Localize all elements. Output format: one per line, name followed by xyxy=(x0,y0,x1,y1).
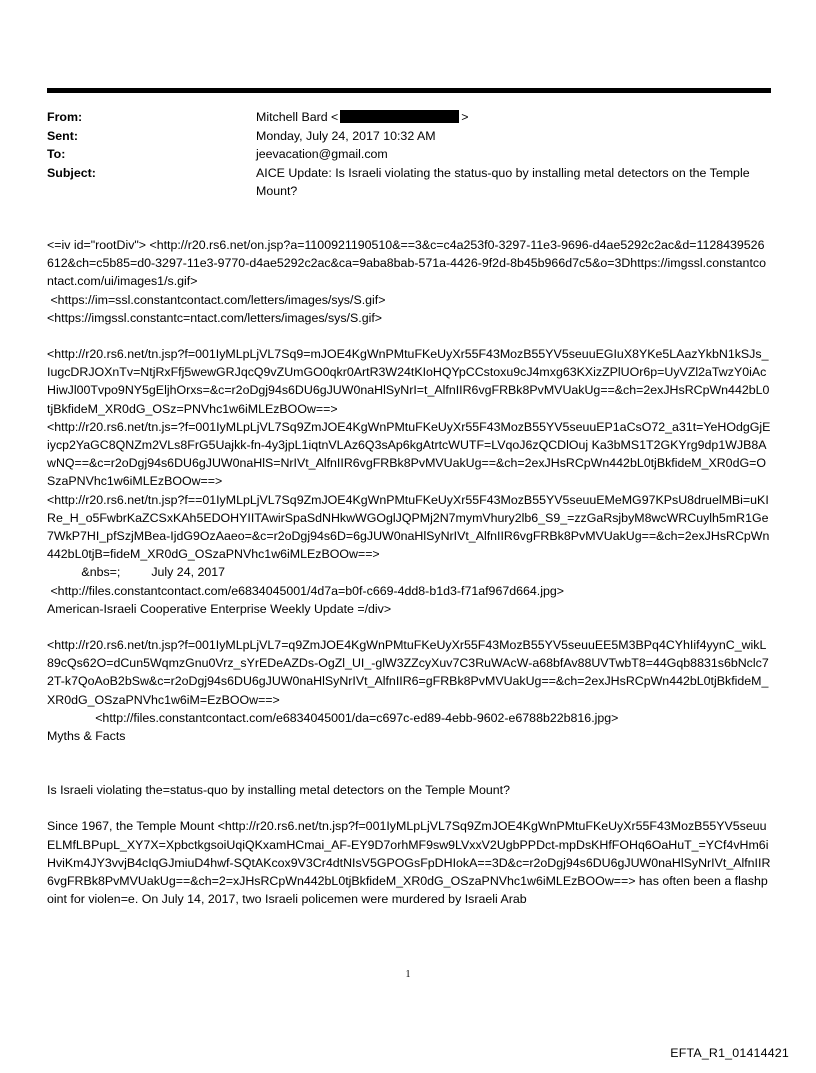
body-line: Myths & Facts xyxy=(47,729,126,744)
body-line: <http://files.constantcontact.com/e6834045001/4d7a=b0f-c669-4dd8-b1d3-f71af967d664.jpg> xyxy=(47,583,565,598)
body-line: <https://im=ssl.constantcontact.com/letters/images/sys/S.gif> xyxy=(47,292,386,307)
body-line: <https://imgssl.constantc=ntact.com/letters/images/sys/S.gif> xyxy=(47,310,383,325)
body-line: American-Israeli Cooperative Enterprise Weekly Update =/div> xyxy=(47,601,392,616)
from-label: From: xyxy=(47,110,83,124)
from-close: > xyxy=(461,110,469,124)
body-line: <http://files.constantcontact.com/e6834045001/da=c697c-ed89-4ebb-9602-e6788b22b816.jpg> xyxy=(47,710,619,725)
to-value: jeevacation@gmail.com xyxy=(256,147,388,161)
sent-value: Monday, July 24, 2017 10:32 AM xyxy=(256,128,436,143)
header-rule xyxy=(47,88,771,93)
from-value xyxy=(256,108,771,127)
redaction-box xyxy=(340,110,459,123)
body-line: <=iv id="rootDiv"> <http://r20.rs6.net/on.jsp?a=1100921190510&==3&c=c4a253f0-3297-11e3-9696-d4ae5292c2ac&d=1128439526612&ch=c5b85=d0-3297-11e3-9770-d4ae5292c2ac&ca=9aba8bab-571a-4426-9f2d-8b45b966d7c5&o=3Dhttps://imgssl.constantcontact.com/ui/images1/s.gif> xyxy=(47,238,766,289)
body-line: <http://r20.rs6.net/tn.jsp?f==01IyMLpLjVL7Sq9ZmJOE4KgWnPMtuFKeUyXr55F43MozB55YV5seuuEMeMG97KPsU8druelMBi=uKIRe_H_o5FwbrKaZCSxKAh5EDOHYIITAwirSpaSdNHkwWGOglJQPMj2N7mymVhury2lb6_S9_=zzGaRsjbyM8wcWRCuylh5mR1Ge7WkP7HI_pfSzjMBea-IjdG9OzAaeo=&c=r2oDgj94s6D=6gJUW0naHlSyNrIVt_AlfnIIR6vgFRBk8PvMVUakUg==&ch=2exJHsRCpWn442bL0tjB=fideM_XR0dG_OSzaPNVhc1w6iMLEzBOOw==> xyxy=(47,492,770,562)
body-line: Is Israeli violating the=status-quo by installing metal detectors on the Temple Mount? xyxy=(47,783,510,798)
email-body xyxy=(47,236,771,909)
body-paragraph: Since 1967, the Temple Mount <http://r20.rs6.net/tn.jsp?f=001IyMLpLjVL7Sq9ZmJOE4KgWnPMtuFKeUyXr55F43MozB55YV5seuuELMfLBPupL_XY7X=XpbctkgsoiUqiQKxamHCmai_AF-EY9D7orhMF9sw9LVxxV2UgbPPDct-mpDsKHfFOHq6OaHuT_=YCf4vHm6iHviKm4JY3vvjB4cIqGJmiuD4hwf-SQtAKcox9V3Cr4dtNIsV5GPOGsFpDHIokA==3D&c=r2oDgj94s6DU6gJUW0naHlSyNrIVt_AlfnIIR6vgFRBk8PvMVUakUg==&ch=2=xJHsRCpWn442bL0tjBkfideM_XR0dG_OSzaPNVhc1w6iMLEzBOOw==> has often been a flashpoint for violen=e. On July 14, 2017, two Israeli policemen were murdered by Israeli Arab xyxy=(47,819,771,907)
from-row xyxy=(47,108,771,127)
page-number: 1 xyxy=(405,969,411,980)
email-header xyxy=(47,108,771,201)
body-line: <http://r20.rs6.net/tn.jsp?f=001IyMLpLjVL7=q9ZmJOE4KgWnPMtuFKeUyXr55F43MozB55YV5seuuEE5M3BPq4CYhIif4yynC_wikL89cQs62O=dCun5WqmzGnu0Vrz_sYrEDeAZDs-OgZl_UI_-glW3ZZcyXuv7C3RuWAcW-a68bfAv88UVTwbT8=44Gqb8831s6bNclc72T-k7QoAoB2bSw&c=r2oDgj94s6DU6gJUW0naHlSyNrIVt_AlfnIIR6=gFRBk8PvMVUakUg==&ch=2exJHsRCpWn442bL0tjBkfideM_XR0dG_OSzaPNVhc1w6iM=EzBOOw==> xyxy=(47,638,769,707)
body-line: &nbs=; July 24, 2017 xyxy=(47,565,226,580)
subject-label: Subject: xyxy=(47,165,96,180)
body-line: <http://r20.rs6.net/tn.js=?f=001IyMLpLjVL7Sq9ZmJOE4KgWnPMtuFKeUyXr55F43MozB55YV5seuuEP1aCsO72_a31t=YeHOdgGjEiycp2YaGC8QNZm2VLs8FrG5Uajkk-fn-4y3jpL1iqtnVLAz6Q3sAp6kgAtrtcWUTF=LVqoJ6zQCDlOuj Ka3bMS1T2GKYrg9dp1WJB8AwNQ==&c=r2oDgj94s6DU6gJUW0naHlS=NrIVt_AlfnIIR6vgFRBk8PvMVUakUg==&ch=2exJHsRCpWn442bL0tjBkfideM_XR0dG=OSzaPNVhc1w6iMLEzBOOw==> xyxy=(47,419,771,489)
from-name: Mitchell Bard < xyxy=(256,110,339,124)
body-line: <http://r20.rs6.net/tn.jsp?f=001IyMLpLjVL7Sq9=mJOE4KgWnPMtuFKeUyXr55F43MozB55YV5seuuEGIuX8YKe5LAazYkbN1kSJs_IugcDRJOXnTv=NtjRxFfj5wewGRJqcQ9vZUmGO0qkr0ArtR3W24tKIoHQYpCCstoxu9cJ4mxg63KXizZPlUOr6p=UyVZl2aTwzY0iAcHiwJl00Tvpo9NY5gEljhOrxs=&c=r2oDgj94s6DU6gJUW0naHlSyNrI=t_AlfnIIR6vgFRBk8PvMVUakUg==&ch=2exJHsRCpWn442bL0tjBkfideM_XR0dG_OSz=PNVhc1w6iMLEzBOOw==> xyxy=(47,347,770,416)
to-row xyxy=(47,145,771,164)
document-id: EFTA_R1_01414421 xyxy=(670,1046,789,1060)
subject-row xyxy=(47,164,771,201)
sent-row xyxy=(47,127,771,146)
to-label: To: xyxy=(47,147,66,161)
sent-label: Sent: xyxy=(47,128,78,143)
subject-value: AICE Update: Is Israeli violating the status-quo by installing metal detectors on the Temple Mount? xyxy=(256,165,750,198)
